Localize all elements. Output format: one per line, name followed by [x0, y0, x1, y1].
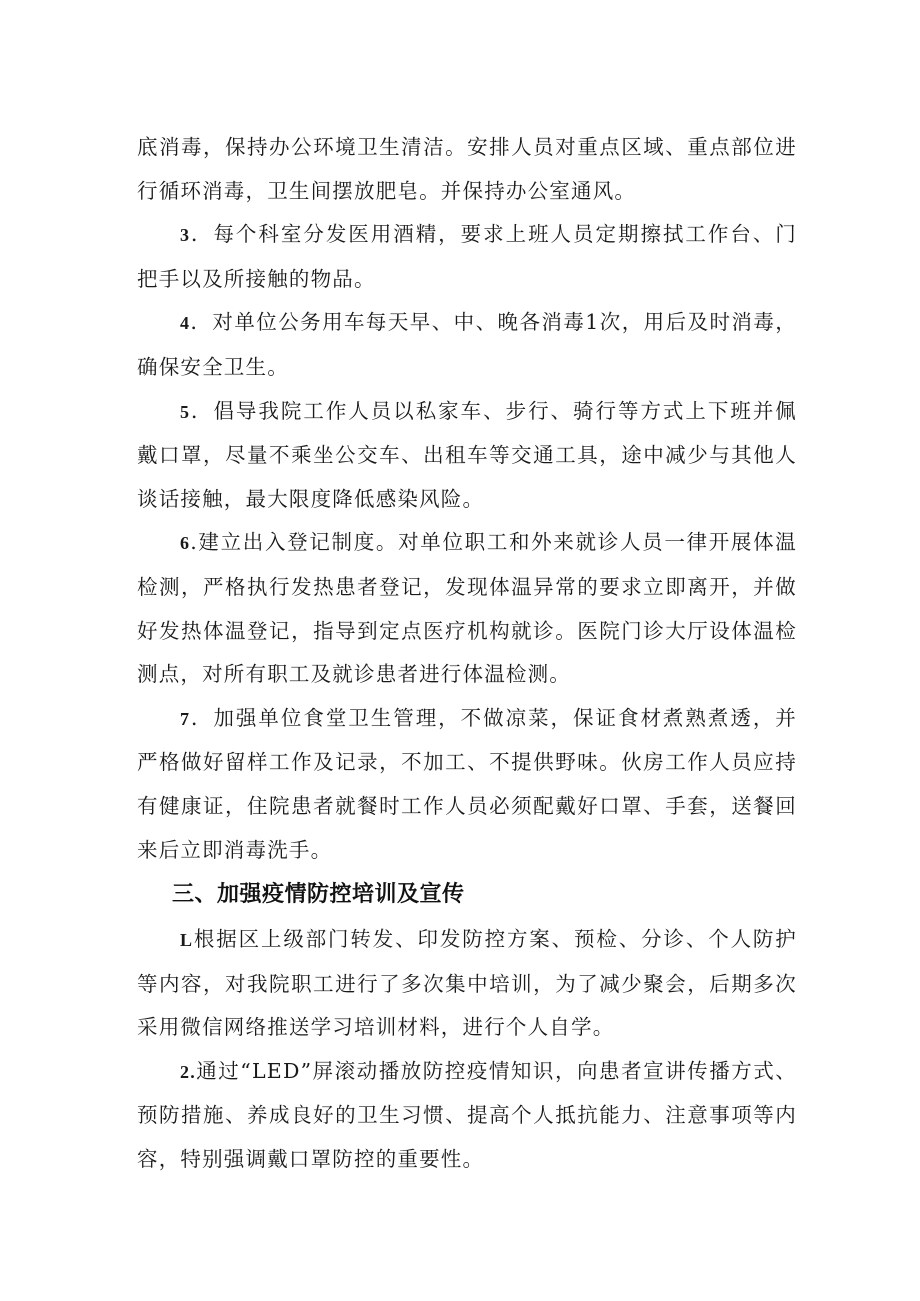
paragraph-item-3 [137, 213, 797, 301]
section-heading: 三、加强疫情防控培训及宣传 [172, 882, 465, 908]
paragraph-item-4 [137, 301, 797, 389]
paragraph-text: 根据区上级部门转发、印发防控方案、预检、分诊、个人防护等内容，对我院职工进行了多次集中培训，为了减少聚会，后期多次采用微信网络推送学习培训材料，进行个人自学。 [137, 927, 797, 1040]
paragraph-item-2 [137, 1050, 797, 1182]
paragraph-continued [137, 126, 797, 213]
paragraph-item-7 [137, 697, 797, 872]
item-number: 3 [180, 225, 191, 246]
paragraph-item-6 [137, 521, 797, 696]
paragraph-text: .建立出入登记制度。对单位职工和外来就诊人员一律开展体温检测，严格执行发热患者登记，发现体温异常的要求立即离开，并做好发热体温登记，指导到定点医疗机构就诊。医院门诊大厅设体温检测点，对所有职工及就诊患者进行体温检测。 [137, 530, 797, 687]
paragraph-text: ．加强单位食堂卫生管理，不做凉菜，保证食材煮熟煮透，并严格做好留样工作及记录，不加工、不提供野味。伙房工作人员应持有健康证，住院患者就餐时工作人员必须配戴好口罩、手套，送餐回来后立即消毒洗手。 [137, 705, 797, 862]
paragraph-item-5 [137, 390, 797, 522]
paragraph-text: ．对单位公务用车每天早、中、晚各消毒1次，用后及时消毒，确保安全卫生。 [137, 310, 797, 379]
paragraph-text: ．每个科室分发医用酒精，要求上班人员定期擦拭工作台、门把手以及所接触的物品。 [137, 222, 797, 291]
item-number: 4 [180, 313, 191, 334]
item-number: 6 [180, 533, 191, 554]
paragraph-text: 底消毒，保持办公环境卫生清洁。安排人员对重点区域、重点部位进行循环消毒，卫生间摆放肥皂。并保持办公室通风。 [137, 135, 797, 203]
paragraph-text: ．倡导我院工作人员以私家车、步行、骑行等方式上下班并佩戴口罩，尽量不乘坐公交车、出租车等交通工具，途中减少与其他人谈话接触，最大限度降低感染风险。 [137, 398, 797, 511]
item-number: 2. [180, 1061, 196, 1082]
document-body [137, 126, 797, 1182]
paragraph-text: 通过“LED”屏滚动播放防控疫情知识，向患者宣讲传播方式、预防措施、养成良好的卫生习惯、提高个人抵抗能力、注意事项等内容，特别强调戴口罩防控的重要性。 [137, 1058, 797, 1172]
item-number: L [180, 930, 194, 951]
paragraph-item-1 [137, 918, 797, 1050]
item-number: 5 [180, 401, 191, 422]
item-number: 7 [180, 708, 191, 729]
